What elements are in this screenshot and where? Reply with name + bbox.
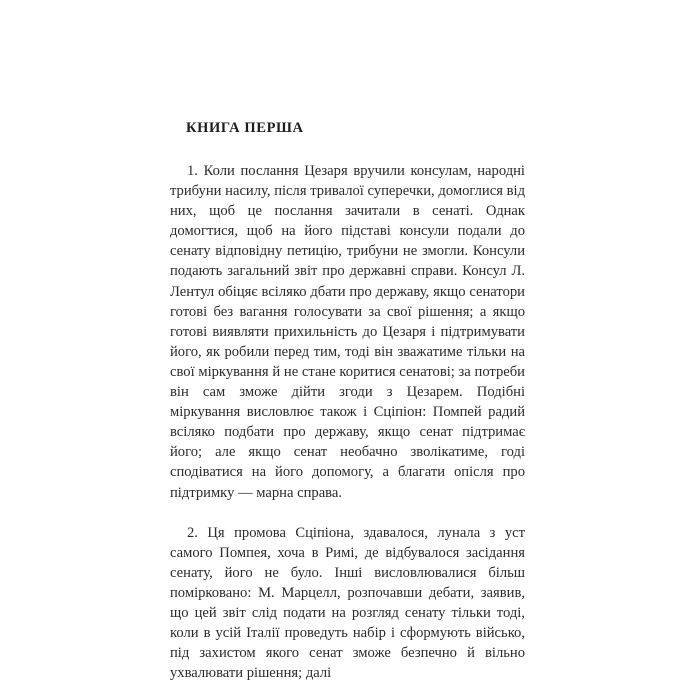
page-text-block <box>170 118 525 683</box>
chapter-heading: КНИГА ПЕРША <box>186 120 304 136</box>
body-paragraph-1: 1. Коли послання Цезаря вручили консулам, народні трибуни насилу, після тривалої суперечки, домоглися від них, щоб це послання зачитали в сенаті. Однак домогтися, щоб на його підставі консули подали до сенату відповідну петицію, трибуни не змогли. Консули подають загальний звіт про державні справи. Консул Л. Лентул обіцяє всіляко дбати про державу, якщо сенатори готові без вагання голосувати за свої рішення; а якщо готові виявляти прихильність до Цезаря і підтримувати його, як робили перед тим, тоді він зважатиме тільки на свої міркування й не стане коритися сенатові; за потреби він сам зможе дійти згоди з Цезарем. Подібні міркування висловлює також і Сціпіон: Помпей радий всіляко подбати про державу, якщо сенат підтримає його; але якщо сенат необачно зволікатиме, годі сподіватися на його допомогу, а благати опісля про підтримку — марна справа. <box>170 163 525 501</box>
body-paragraph-2: 2. Ця промова Сціпіона, здавалося, лунала з уст самого Помпея, хоча в Римі, де відбувалося засідання сенату, його не було. Інші висловлювалися більш помірковано: М. Марцелл, розпочавши дебати, заявив, що цей звіт слід подати на розгляд сенату тільки тоді, коли в усій Італії проведуть набір і сформують військо, під захистом якого сенат зможе безпечно й вільно ухвалювати рішення; далі <box>170 524 525 682</box>
